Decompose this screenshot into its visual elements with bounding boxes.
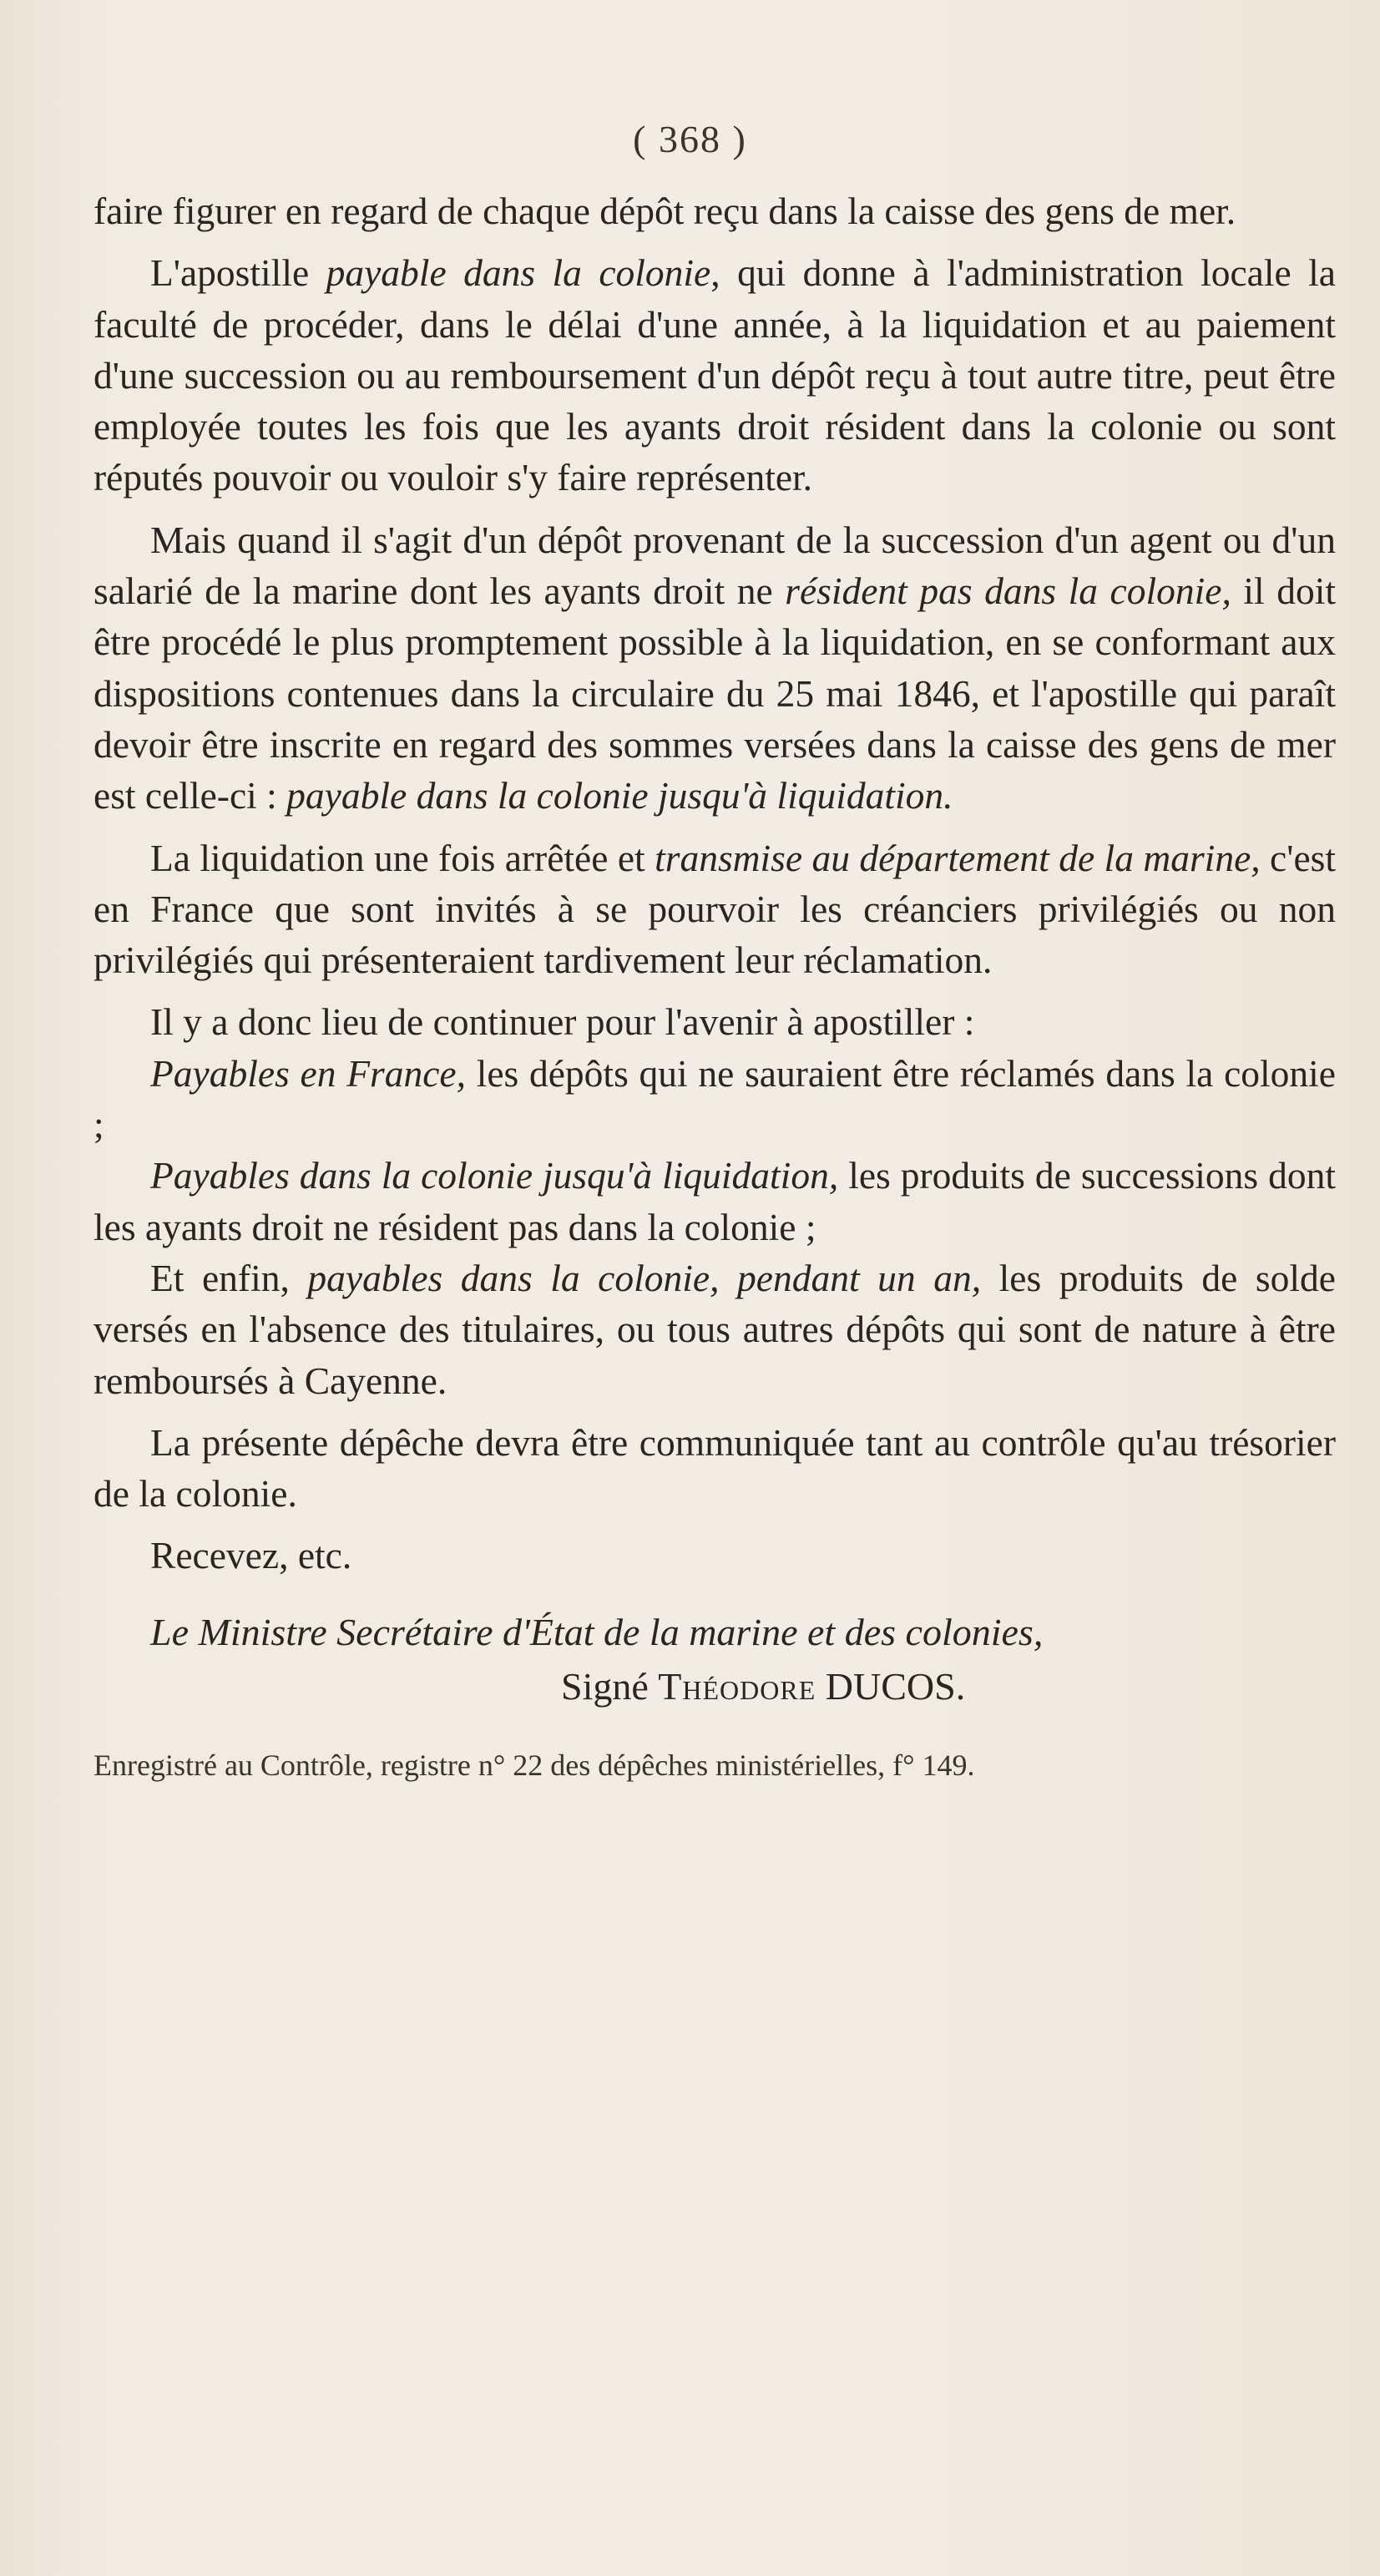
- paragraph-succession: [94, 514, 1336, 822]
- page-number: ( 368 ): [633, 118, 747, 160]
- italic-run: résident pas dans la colonie,: [785, 569, 1231, 613]
- italic-run: payables dans la colonie, pendant un an,: [307, 1256, 982, 1299]
- paragraph-payables-an: [94, 1253, 1336, 1406]
- text-run: L'apostille: [150, 251, 326, 295]
- signatory-first-name: Théodore: [658, 1664, 816, 1708]
- text-run: Mais quand il s'agit d'un dépôt provenant de la succession d'un agent ou d'un salarié de la marine dont les ayants droit ne: [94, 518, 1336, 613]
- text-run: La liquidation une fois arrêtée et: [150, 836, 655, 879]
- paragraph-communication: [94, 1417, 1336, 1520]
- text-run: Signé: [561, 1664, 659, 1708]
- paragraph-text: faire figurer en regard de chaque dépôt reçu dans la caisse des gens de mer.: [94, 190, 1236, 232]
- signatory-last-name: DUCOS.: [816, 1664, 966, 1708]
- paragraph-apostille-colonie: [94, 247, 1336, 503]
- text-run: Et enfin,: [150, 1256, 308, 1299]
- italic-run: Payables dans la colonie jusqu'à liquidation,: [150, 1154, 839, 1197]
- italic-run: Payables en France,: [150, 1051, 466, 1095]
- paragraph-payables-france: [94, 1048, 1336, 1151]
- signature-block: [94, 1607, 1336, 1712]
- paragraph-liquidation: [94, 833, 1336, 986]
- signature-title: [94, 1607, 1336, 1657]
- italic-run: transmise au département de la marine,: [655, 836, 1261, 879]
- signature-name: [94, 1661, 1336, 1712]
- body-text: [94, 185, 1336, 1785]
- text-run: La présente dépêche devra être communiquée tant au contrôle qu'au trésorier de la colonie.: [94, 1420, 1336, 1516]
- text-run: les dépôts qui ne sauraient être réclamés dans la colonie ;: [94, 1051, 1336, 1146]
- text-run: les produits de solde versés en l'absence des titulaires, ou tous autres dépôts qui sont de nature à être remboursés à Cayenne.: [94, 1256, 1336, 1402]
- text-run: Il y a donc lieu de continuer pour l'avenir à apostiller :: [150, 1000, 975, 1044]
- registration-note: Enregistré au Contrôle, registre n° 22 des dépêches ministérielles, f° 149.: [94, 1748, 975, 1782]
- text-run: , qui donne à l'administration locale la faculté de procéder, dans le délai d'une année, à la liquidation et au paiement d'une succession ou au remboursement d'un dépôt reçu à tout autre titre, peut être employée toutes les fois que les ayants droit résident dans la colonie ou sont réputés pouvoir ou vouloir s'y faire représenter.: [94, 251, 1336, 499]
- italic-run: payable dans la colonie: [326, 251, 711, 295]
- paragraph-closing: [94, 1530, 1336, 1581]
- text-run: Recevez, etc.: [150, 1534, 352, 1577]
- paragraph-payables-liquidation: [94, 1150, 1336, 1253]
- paragraph-continuation: [94, 185, 1336, 236]
- italic-run: payable dans la colonie jusqu'à liquidation.: [286, 774, 953, 817]
- text-run: il doit être procédé le plus promptement possible à la liquidation, en se conformant aux dispositions contenues dans la circulaire du 25 mai 1846, et l'apostille qui paraît devoir être inscrite en regard des sommes versées dans la caisse des gens de mer est celle-ci :: [94, 569, 1336, 817]
- paragraph-apostiller: [94, 996, 1336, 1047]
- italic-run: Le Ministre Secrétaire d'État de la marine et des colonies,: [150, 1610, 1044, 1653]
- text-run: les produits de successions dont les ayants droit ne résident pas dans la colonie ;: [94, 1154, 1337, 1248]
- text-run: c'est en France que sont invités à se pourvoir les créanciers privilégiés ou non privilégiés qui présenteraient tardivement leur réclamation.: [94, 836, 1336, 982]
